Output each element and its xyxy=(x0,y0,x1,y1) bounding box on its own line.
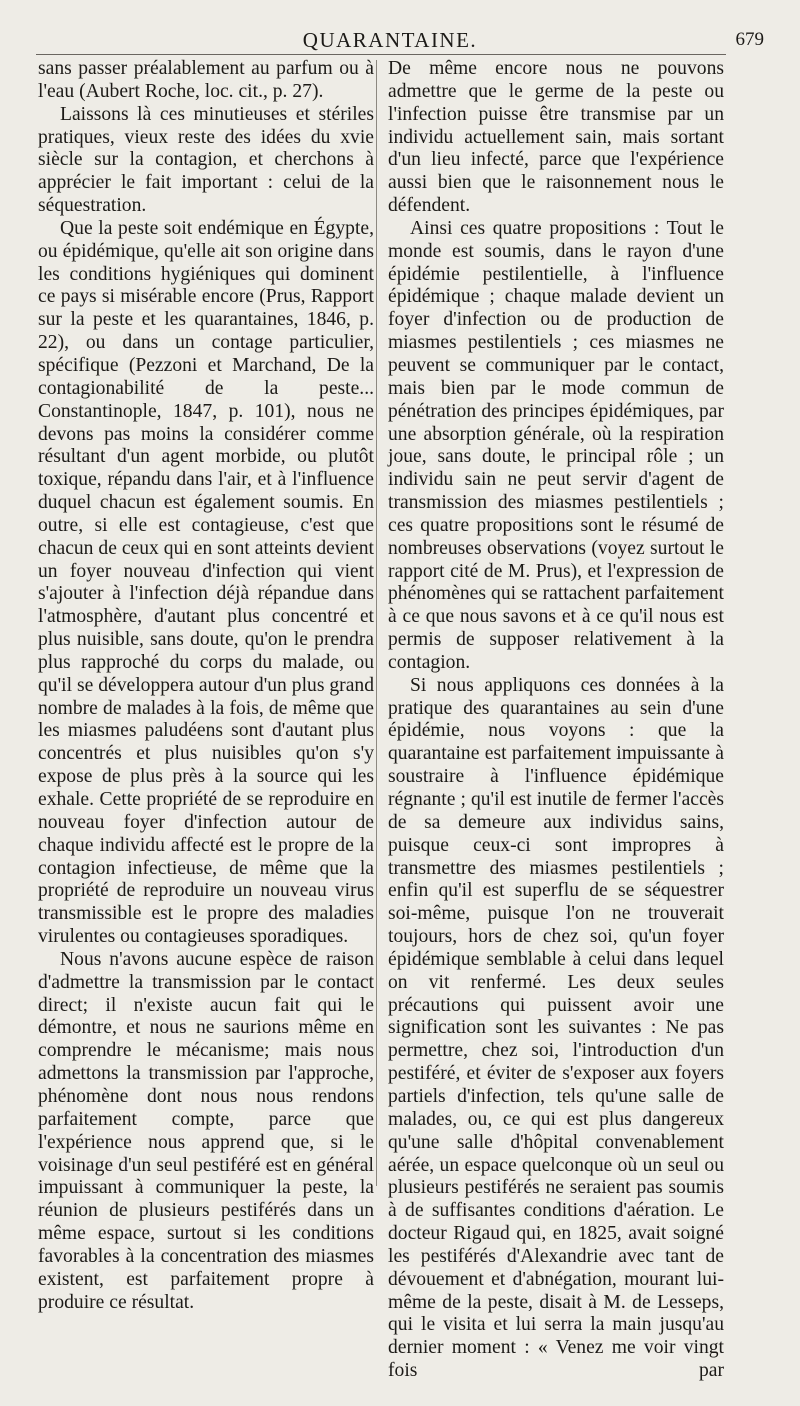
header-rule xyxy=(36,54,726,55)
paragraph: Laissons là ces minutieuses et stériles pratiques, vieux reste des idées du xvie siècle sur la contagion, et cherchons à apprécier le fait important : celui de la séquestration. xyxy=(38,103,374,217)
column-rule xyxy=(376,60,377,1186)
paragraph: De même encore nous ne pouvons admettre que le germe de la peste ou l'infection puisse être transmise par un individu actuellement sain, mais sortant d'un lieu infecté, parce que l'expérience aussi bien que le raisonnement nous le défendent. xyxy=(388,58,724,217)
paragraph: Ainsi ces quatre propositions : Tout le monde est soumis, dans le rayon d'une épidémie pestilentielle, à l'influence épidémique ; chaque malade devient un foyer d'infection ou de production de miasmes pestilentiels ; ces miasmes ne peuvent se communiquer par le contact, mais bien par le mode commun de pénétration des principes épidémiques, par une absorption générale, où la respiration joue, sans doute, le principal rôle ; un individu sain ne peut servir d'agent de transmission des miasmes pestilentiels ; ces quatre propositions sont le résumé de nombreuses observations (voyez surtout le rapport cité de M. Prus), et l'expression de phénomènes qui se rattachent parfaitement à ce que nous savons et à ce qu'il nous est permis de supposer relativement à la contagion. xyxy=(388,217,724,673)
running-head xyxy=(0,26,800,54)
paragraph: Si nous appliquons ces données à la pratique des quarantaines au sein d'une épidémie, nous voyons : que la quarantaine est parfaitement impuissante à soustraire à l'influence épidémique régnante ; qu'il est inutile de fermer l'accès de sa demeure aux individus sains, puisque ceux-ci sont impropres à transmettre des miasmes pestilentiels ; enfin qu'il est superflu de se séquestrer soi-même, puisque l'on ne trouverait toujours, hors de chez soi, qu'un foyer épidémique semblable à celui dans lequel on vit renfermé. Les deux seules précautions qui puissent avoir une signification sont les suivantes : Ne pas permettre, chez soi, l'introduction d'un pestiféré, et éviter de s'exposer aux foyers partiels d'infection, tels qu'une salle de malades, ou, ce qui est plus dangereux qu'une salle d'hôpital convenablement aérée, un espace quelconque où un seul ou plusieurs pestiférés ne seraient pas soumis à de suffisantes conditions d'aération. Le docteur Rigaud qui, en 1825, avait soigné les pestiférés d'Alexandrie avec tant de dévouement et d'abnégation, mourant lui-même de la peste, disait à M. de Lesseps, qui le visita et lui serra la main jusqu'au dernier moment : « Venez me voir vingt fois par xyxy=(388,674,724,1382)
left-column xyxy=(38,58,374,1314)
page-number: 679 xyxy=(735,29,764,50)
right-column xyxy=(388,58,724,1406)
page-title: QUARANTAINE. xyxy=(302,28,478,52)
paragraph: sans passer préalablement au parfum ou à l'eau (Aubert Roche, loc. cit., p. 27). xyxy=(38,58,374,102)
paragraph: Que la peste soit endémique en Égypte, ou épidémique, qu'elle ait son origine dans les conditions hygiéniques qui dominent ce pays si misérable encore (Prus, Rapport sur la peste et les quarantaines, 1846, p. 22), ou dans un contage particulier, spécifique (Pezzoni et Marchand, De la contagionabilité de la peste... Constantinople, 1847, p. 101), nous ne devons pas moins la considérer comme résultant d'un agent morbide, ou plutôt toxique, répandu dans l'air, et à l'influence duquel chacun est également soumis. En outre, si elle est contagieuse, c'est que chacun de ceux qui en sont atteints devient un foyer nouveau d'infection qui vient s'ajouter à l'infection déjà répandue dans l'atmosphère, d'autant plus concentré et plus nuisible, sans doute, qu'on le prendra plus rapproché du corps du malade, ou qu'il se développera autour d'un plus grand nombre de malades à la fois, de même que les miasmes paludéens sont d'autant plus concentrés et plus nuisibles qu'on s'y expose de plus près à la source qui les exhale. Cette propriété de se reproduire en nouveau foyer d'infection autour de chaque individu affecté est le propre de la contagion infectieuse, de même que la propriété de reproduire un nouveau virus transmissible est le propre des maladies virulentes ou contagieuses sporadiques. xyxy=(38,217,374,948)
paragraph: Nous n'avons aucune espèce de raison d'admettre la transmission par le contact direct; il n'existe aucun fait qui le démontre, et nous ne saurions même en comprendre le mécanisme; mais nous admettons la transmission par l'approche, phénomène dont nous nous rendons parfaitement compte, parce que l'expérience nous apprend que, si le voisinage d'un seul pestiféré est en général impuissant à communiquer la peste, la réunion de plusieurs pestiférés dans un même espace, surtout si les conditions favorables à la concentration des miasmes existent, est parfaitement propre à produire ce résultat. xyxy=(38,948,374,1313)
